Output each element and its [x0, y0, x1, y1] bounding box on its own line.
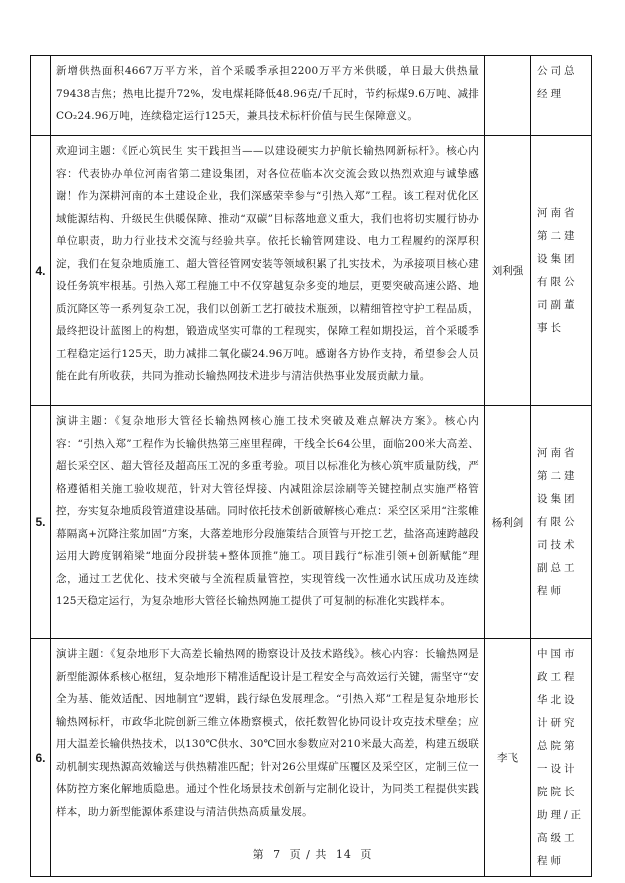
total-pages: 14	[335, 848, 352, 861]
page-footer	[0, 846, 625, 862]
page-label-prefix: 第	[252, 848, 265, 861]
table-row	[31, 56, 592, 136]
row-number: 4.	[31, 136, 51, 406]
row-content: 演讲主题：《复杂地形大管径长输热网核心施工技术突破及难点解决方案》。核心内容：“引热入郑”工程作为长输供热第三座里程碑，干线全长64公里，面临200米大高差、超长采空区、超大管径及超高压工况的多重考验。项目以标准化为核心筑牢质量防线，严格遵循相关施工验收规范，针对大管径焊接、内减阻涂层涂刷等关键控制点实施严格管控，夯实复杂地质段管道建设基础。同时依托技术创新破解核心难点：采空区采用“注浆帷幕隔离+沉降注浆加固”方案，大落差地形分段施策结合顶管与开挖工艺，盐洛高速跨越段运用大跨度钢箱梁“地面分段拼装+整体顶推”施工。项目践行“标准引领+创新赋能”理念，通过工艺优化、技术突破与全流程质量管控，实现管线一次性通水试压成功及连续125天稳定运行，为复杂地形大管径长输热网施工提供了可复制的标准化实践样本。	[51, 406, 485, 639]
page-label-mid: 页 / 共	[289, 848, 328, 861]
current-page: 7	[273, 848, 282, 861]
row-content: 欢迎词主题：《匠心筑民生 实干践担当——以建设硬实力护航长输热网新标杆》。核心内容：代表协办单位河南省第二建设集团，对各位莅临本次交流会致以热烈欢迎与诚挚感谢！作为深耕河南的本土建设企业，我们深感荣幸参与“引热入郑”工程。该工程对优化区域能源结构、升级民生供暖保障、推动“双碳”目标落地意义重大，我们也将切实履行协办单位职责，助力行业技术交流与经验共享。依托长输管网建设、电力工程履约的深厚积淀，我们在复杂地质施工、超大管径管网安装等领域积累了扎实技术，为承接项目核心建设任务筑牢根基。引热入郑工程施工中不仅穿越复杂多变的地层，更要突破高速公路、地质沉降区等一系列复杂工况，我们以创新工艺打破技术瓶颈，以精细管控守护工程品质，最终把设计蓝图上的构想，锻造成坚实可靠的工程现实，保障工程如期投运，首个采暖季工程稳定运行125天，助力减排二氧化碳24.96万吨。感谢各方协作支持，希望参会人员能在此有所收获，共同为推动长输热网技术进步与清洁供热事业发展贡献力量。	[51, 136, 485, 406]
agenda-table	[30, 55, 592, 877]
table-row	[31, 136, 592, 406]
page-label-suffix: 页	[360, 848, 373, 861]
table-row	[31, 406, 592, 639]
speaker-name: 刘利强	[485, 136, 531, 406]
speaker-title: 公司总经理	[531, 56, 592, 136]
speaker-title: 中国市政工程华北设计研究总院第一设计院院长助理/正高级工程师	[531, 639, 592, 877]
speaker-name: 杨利剑	[485, 406, 531, 639]
row-number: 6.	[31, 639, 51, 877]
row-number: 5.	[31, 406, 51, 639]
row-content: 演讲主题：《复杂地形下大高差长输热网的勘察设计及技术路线》。核心内容：长输热网是新型能源体系核心枢纽，复杂地形下精准适配设计是工程安全与高效运行关键，需坚守“安全为基、能效适配、因地制宜”逻辑，践行绿色发展理念。“引热入郑”工程是复杂地形长输热网标杆，市政华北院创新三维立体勘察模式，依托数智化协同设计攻克技术壁垒；应用大温差长输供热技术，以130℃供水、30℃回水参数应对210米最大高差，构建五级联动机制实现热源高效输送与供热精准匹配；针对26公里煤矿压覆区及采空区，定制三位一体防控方案化解地质隐患。通过个性化场景技术创新与定制化设计，为同类工程提供实践样本，助力新型能源体系建设与清洁供热高质量发展。	[51, 639, 485, 877]
row-content: 新增供热面积4667万平方米，首个采暖季承担2200万平方米供暖，单日最大供热量79438吉焦；热电比提升72%，发电煤耗降低48.96克/千瓦时，节约标煤9.6万吨、减排CO₂24.96万吨，连续稳定运行125天，兼具技术标杆价值与民生保障意义。	[51, 56, 485, 136]
speaker-name	[485, 56, 531, 136]
speaker-name: 李飞	[485, 639, 531, 877]
row-number	[31, 56, 51, 136]
table-row	[31, 639, 592, 877]
speaker-title: 河南省第二建设集团有限公司技术副总工程师	[531, 406, 592, 639]
speaker-title: 河南省第二建设集团有限公司副董事长	[531, 136, 592, 406]
